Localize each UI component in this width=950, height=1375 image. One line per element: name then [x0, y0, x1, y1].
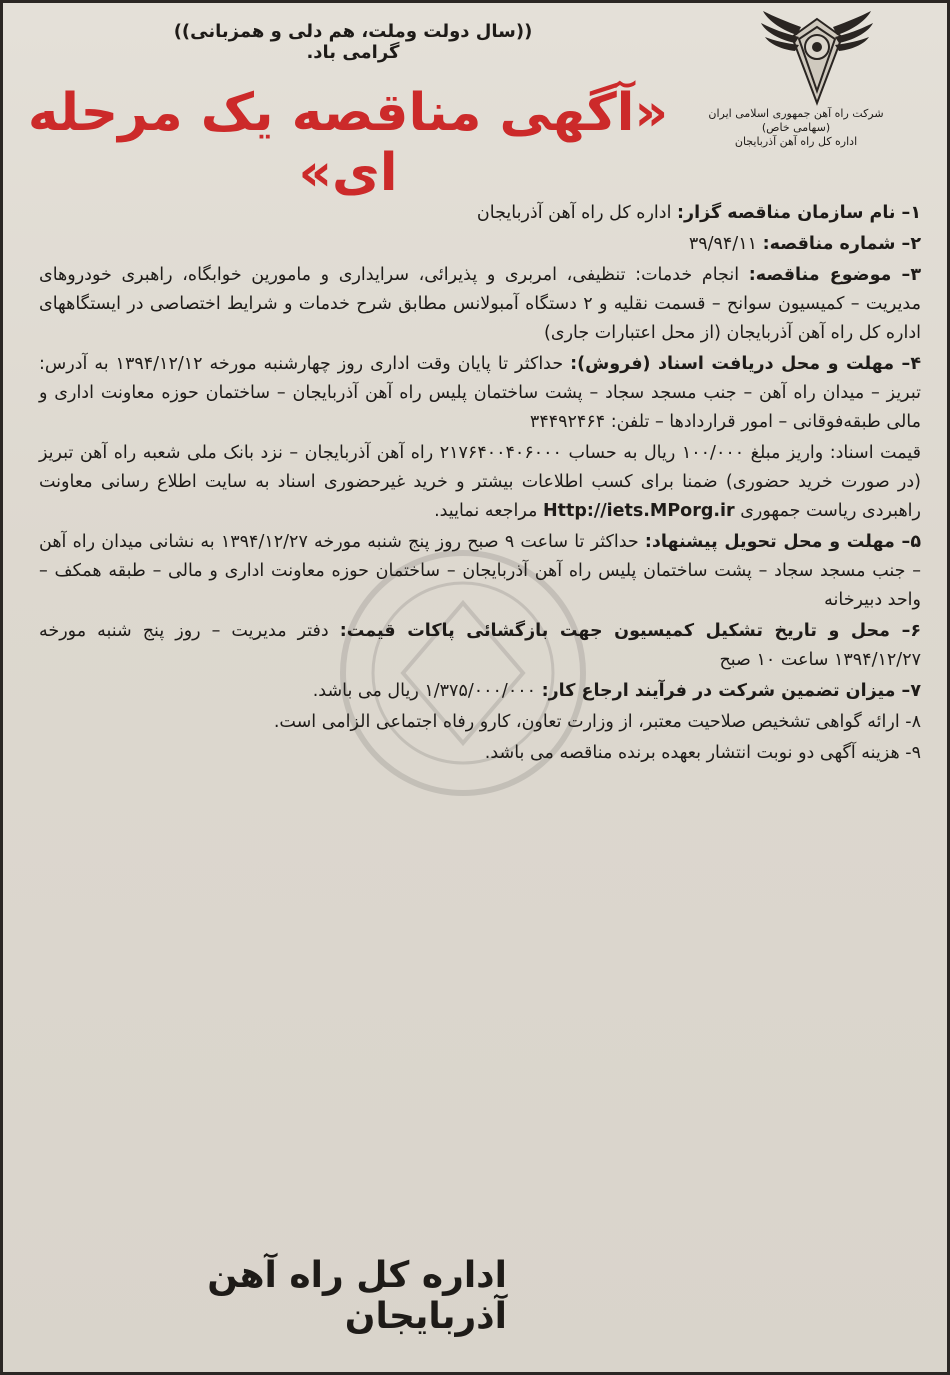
item-text: ۱/۳۷۵/۰۰۰/۰۰۰ ریال می باشد.	[312, 681, 542, 701]
item-label: ۶– محل و تاریخ تشکیل کمیسیون جهت بازگشائی پاکات قیمت:	[339, 621, 922, 641]
railway-logo-icon	[757, 7, 877, 107]
item-proposal-deadline	[39, 528, 921, 615]
item-tender-number	[39, 230, 921, 259]
item-document-price	[39, 439, 921, 526]
item-label: ۳– موضوع مناقصه:	[748, 265, 921, 285]
price-text: قیمت اسناد: واریز مبلغ ۱۰۰/۰۰۰ ریال به حساب ۲۱۷۶۴۰۰۴۰۶۰۰۰ راه آهن آذربایجان – نزد بانک ملی شعبه راه آهن تبریز (در صورت خرید حضوری) ضمنا برای کسب اطلاعات بیشتر و خرید غیرحضوری اسناد به سایت اطلاع رسانی معاونت راهبردی ریاست جمهوری	[39, 443, 922, 521]
company-line-1: شرکت راه آهن جمهوری اسلامی ایران (سهامی خاص)	[708, 107, 884, 134]
item-organizer	[39, 199, 921, 228]
item-text: حداکثر تا پایان وقت اداری روز چهارشنبه مورخه ۱۳۹۴/۱۲/۱۲ به آدرس: تبریز – میدان راه آهن – جنب مسجد سجاد – پشت ساختمان پلیس راه آهن آذربایجان – ساختمان حوزه معاونت اداری و مالی طبقه‌فوقانی – امور قراردادها – تلفن: ۳۴۴۹۲۴۶۴	[39, 354, 921, 432]
item-document-deadline	[39, 350, 921, 437]
item-subject	[39, 261, 921, 348]
item-text: اداره کل راه آهن آذربایجان	[476, 203, 678, 223]
item-text: انجام خدمات: تنظیفی، امربری و پذیرائی، سرایداری و مامورین خوابگاه، راهبری خودروهای مدیریت – کمیسیون سوانح – قسمت نقلیه و ۲ دستگاه آمبولانس مطابق شرح خدمات و شرایط اختصاصی در ایستگاههای اداره کل راه آهن آذربایجان (از محل اعتبارات جاری)	[39, 265, 921, 343]
item-label: ۷– میزان تضمین شرکت در فرآیند ارجاع کار:	[541, 681, 921, 701]
item-label: ۲– شماره مناقصه:	[762, 234, 921, 254]
item-label: ۴– مهلت و محل دریافت اسناد (فروش):	[570, 354, 921, 374]
slogan: ((سال دولت وملت، هم دلی و همزبانی)) گرامی باد.	[173, 21, 533, 63]
footer-signature: اداره کل راه آهن آذربایجان	[207, 1255, 507, 1337]
item-certificate	[39, 708, 921, 737]
item-label: ۵– مهلت و محل تحویل پیشنهاد:	[644, 532, 921, 552]
price-text-end: مراجعه نمایید.	[434, 501, 543, 521]
item-label: ۱– نام سازمان مناقصه گزار:	[677, 203, 921, 223]
item-text: ۹- هزینه آگهی دو نوبت انتشار بعهده برنده مناقصه می باشد.	[484, 743, 921, 763]
item-guarantee	[39, 677, 921, 706]
item-text: حداکثر تا ساعت ۹ صبح روز پنج شنبه مورخه ۱۳۹۴/۱۲/۲۷ به نشانی میدان راه آهن – جنب مسجد سجاد – پشت ساختمان پلیس راه آهن آذربایجان – ساختمان حوزه معاونت اداری و مالی – طبقه همکف – واحد دبیرخانه	[39, 532, 921, 610]
company-line-2: اداره کل راه آهن آذربایجان	[734, 135, 858, 148]
website-link[interactable]: Http://iets.MPorg.ir	[542, 501, 735, 521]
item-text: دفتر مدیریت – روز پنج شنبه مورخه ۱۳۹۴/۱۲/۲۷ ساعت ۱۰ صبح	[39, 621, 921, 670]
item-ad-cost	[39, 739, 921, 768]
notice-title: «آگهی مناقصه یک مرحله ای»	[27, 83, 669, 203]
notice-body	[39, 199, 921, 770]
company-name	[691, 107, 901, 149]
item-text: ۳۹/۹۴/۱۱	[688, 234, 763, 254]
item-opening-commission	[39, 617, 921, 675]
item-text: ۸- ارائه گواهی تشخیص صلاحیت معتبر، از وزارت تعاون، کارو رفاه اجتماعی الزامی است.	[273, 712, 921, 732]
